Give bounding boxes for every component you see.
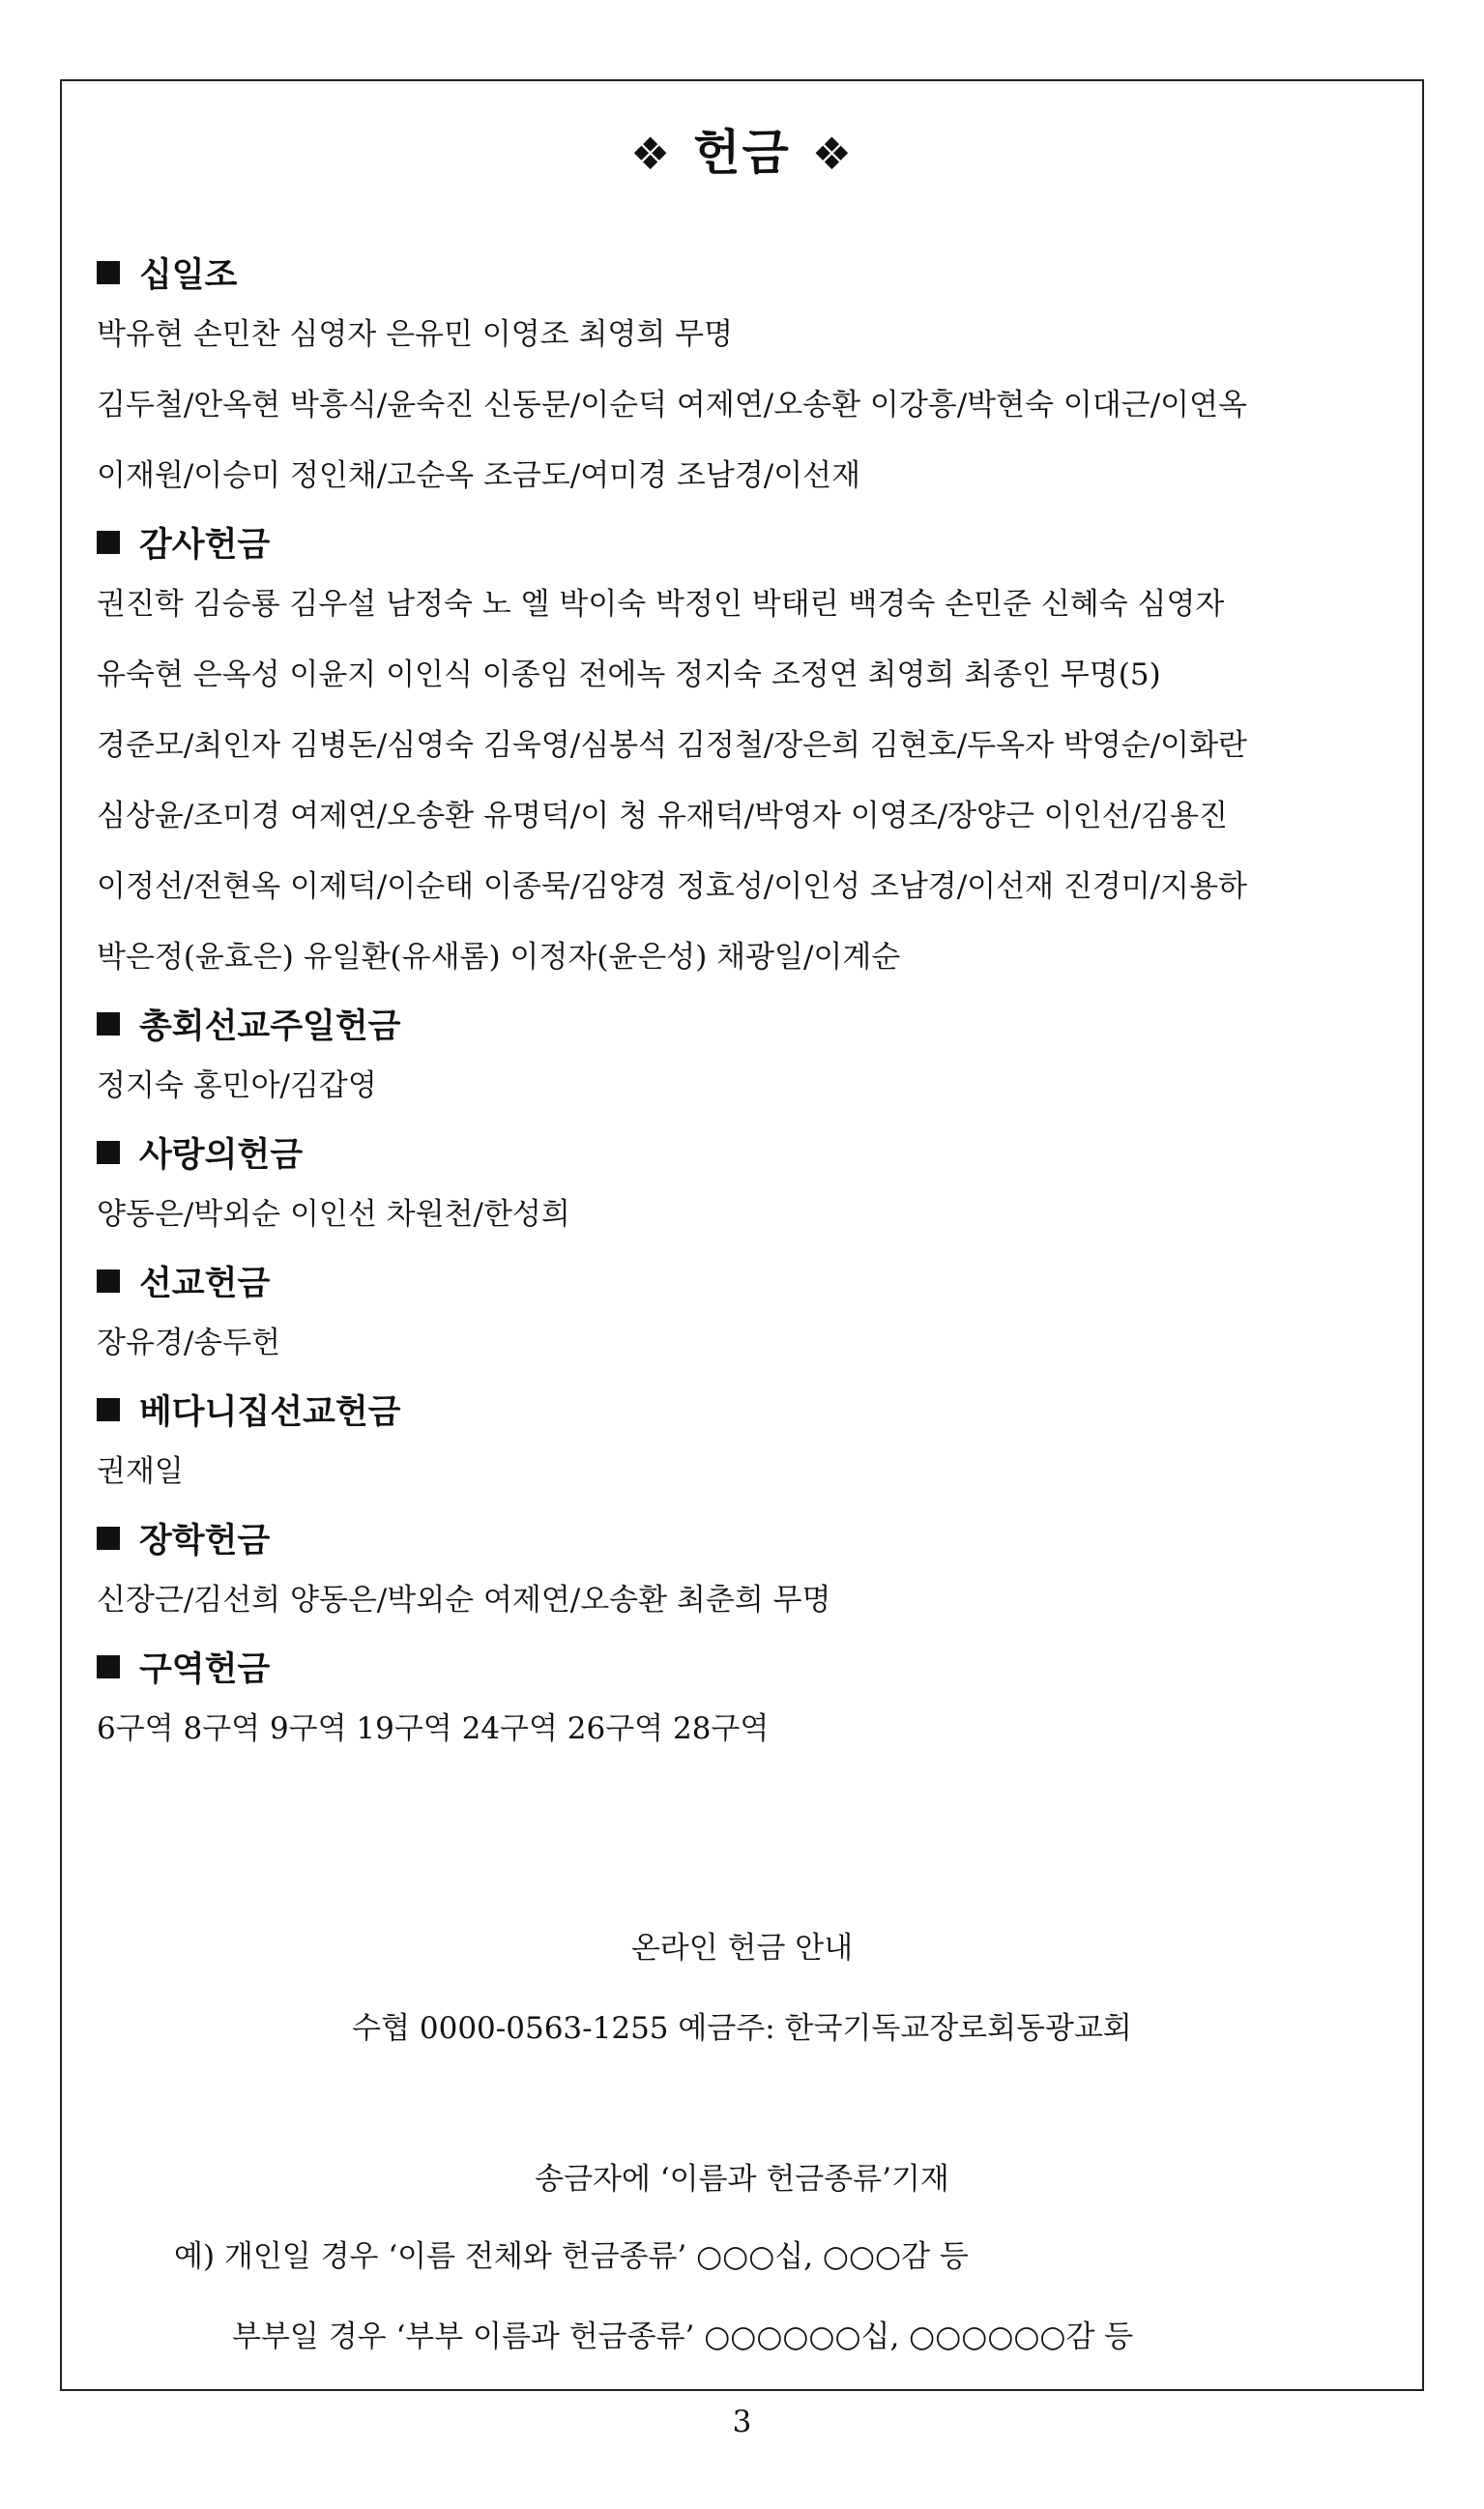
page-title [0,124,1484,183]
section-heading-label: 십일조 [139,256,238,295]
section-mission [97,1260,1392,1379]
section-heading-label: 총회선교주일헌금 [139,1007,401,1046]
square-bullet-icon [97,1527,120,1550]
section-heading [97,1003,1392,1051]
page-number: 3 [732,2405,752,2439]
section-heading [97,1131,1392,1180]
section-heading-label: 베다니집선교헌금 [139,1393,401,1432]
square-bullet-icon [97,1012,120,1036]
name-line: 심상윤/조미경 여제연/오송환 유명덕/이 청 유재덕/박영자 이영조/장양근 이인선/김용진 [97,799,1228,833]
section-heading-label: 선교헌금 [139,1265,271,1303]
section-heading-label: 감사헌금 [139,526,271,565]
section-heading-label: 사랑의헌금 [139,1136,304,1175]
section-tithe [97,251,1392,511]
section-heading [97,1260,1392,1308]
square-bullet-icon [97,1655,120,1678]
name-line: 6구역 8구역 9구역 19구역 24구역 26구역 28구역 [97,1711,770,1746]
name-line: 김두철/안옥현 박흥식/윤숙진 신동문/이순덕 여제연/오송환 이강흥/박현숙 이대근/이연옥 [97,388,1247,423]
section-heading-label: 장학헌금 [139,1522,271,1561]
square-bullet-icon [97,1141,120,1164]
section-bethany-mission [97,1388,1392,1507]
online-offering-title: 온라인 헌금 안내 [630,1931,854,1966]
offering-list [97,242,1392,1765]
name-line: 장유경/송두헌 [97,1326,281,1360]
online-offering-example-couple: 부부일 경우 ‘부부 이름과 헌금종류’ ○○○○○○십, ○○○○○○감 등 [232,2319,1134,2354]
square-bullet-icon [97,531,120,554]
name-line: 박은정(윤효은) 유일환(유새롬) 이정자(윤은성) 채광일/이계순 [97,940,901,975]
name-line: 유숙현 은옥성 이윤지 이인식 이종임 전에녹 정지숙 조정연 최영희 최종인 무명(5) [97,657,1161,692]
section-heading [97,1388,1392,1437]
name-line: 권재일 [97,1454,184,1489]
name-line: 신장근/김선희 양동은/박외순 여제연/오송환 최춘희 무명 [97,1583,831,1618]
square-bullet-icon [97,1398,120,1421]
section-heading [97,251,1392,300]
online-offering-example-individual: 예) 개인일 경우 ‘이름 전체와 헌금종류’ ○○○십, ○○○감 등 [174,2239,969,2274]
section-mission-sunday [97,1003,1392,1122]
section-heading-label: 구역헌금 [139,1650,271,1689]
section-scholarship [97,1517,1392,1636]
diamond-ornament-icon: ❖ [811,128,855,180]
name-line: 권진학 김승룡 김우설 남정숙 노 엘 박이숙 박정인 박태린 백경숙 손민준 신혜숙 심영자 [97,587,1225,622]
section-thanksgiving [97,521,1392,993]
page-title-text: 헌금 [693,125,791,181]
online-offering-instruction: 송금자에 ‘이름과 헌금종류’기재 [535,2162,949,2197]
online-offering-account: 수협 0000-0563-1255 예금주: 한국기독교장로회동광교회 [352,2011,1132,2046]
name-line: 양동은/박외순 이인선 차원천/한성희 [97,1197,570,1232]
section-heading [97,1646,1392,1694]
section-heading [97,521,1392,569]
name-line: 이정선/전현옥 이제덕/이순태 이종묵/김양경 정효성/이인성 조남경/이선재 진경미/지용하 [97,869,1247,904]
name-line: 경준모/최인자 김병돈/심영숙 김욱영/심봉석 김정철/장은희 김현호/두옥자 박영순/이화란 [97,728,1247,763]
diamond-ornament-icon: ❖ [629,128,673,180]
name-line: 박유현 손민찬 심영자 은유민 이영조 최영희 무명 [97,317,734,352]
name-line: 이재원/이승미 정인채/고순옥 조금도/여미경 조남경/이선재 [97,458,861,493]
name-line: 정지숙 홍민아/김갑영 [97,1068,377,1103]
section-love [97,1131,1392,1250]
section-district [97,1646,1392,1765]
section-heading [97,1517,1392,1565]
square-bullet-icon [97,261,120,284]
square-bullet-icon [97,1269,120,1293]
